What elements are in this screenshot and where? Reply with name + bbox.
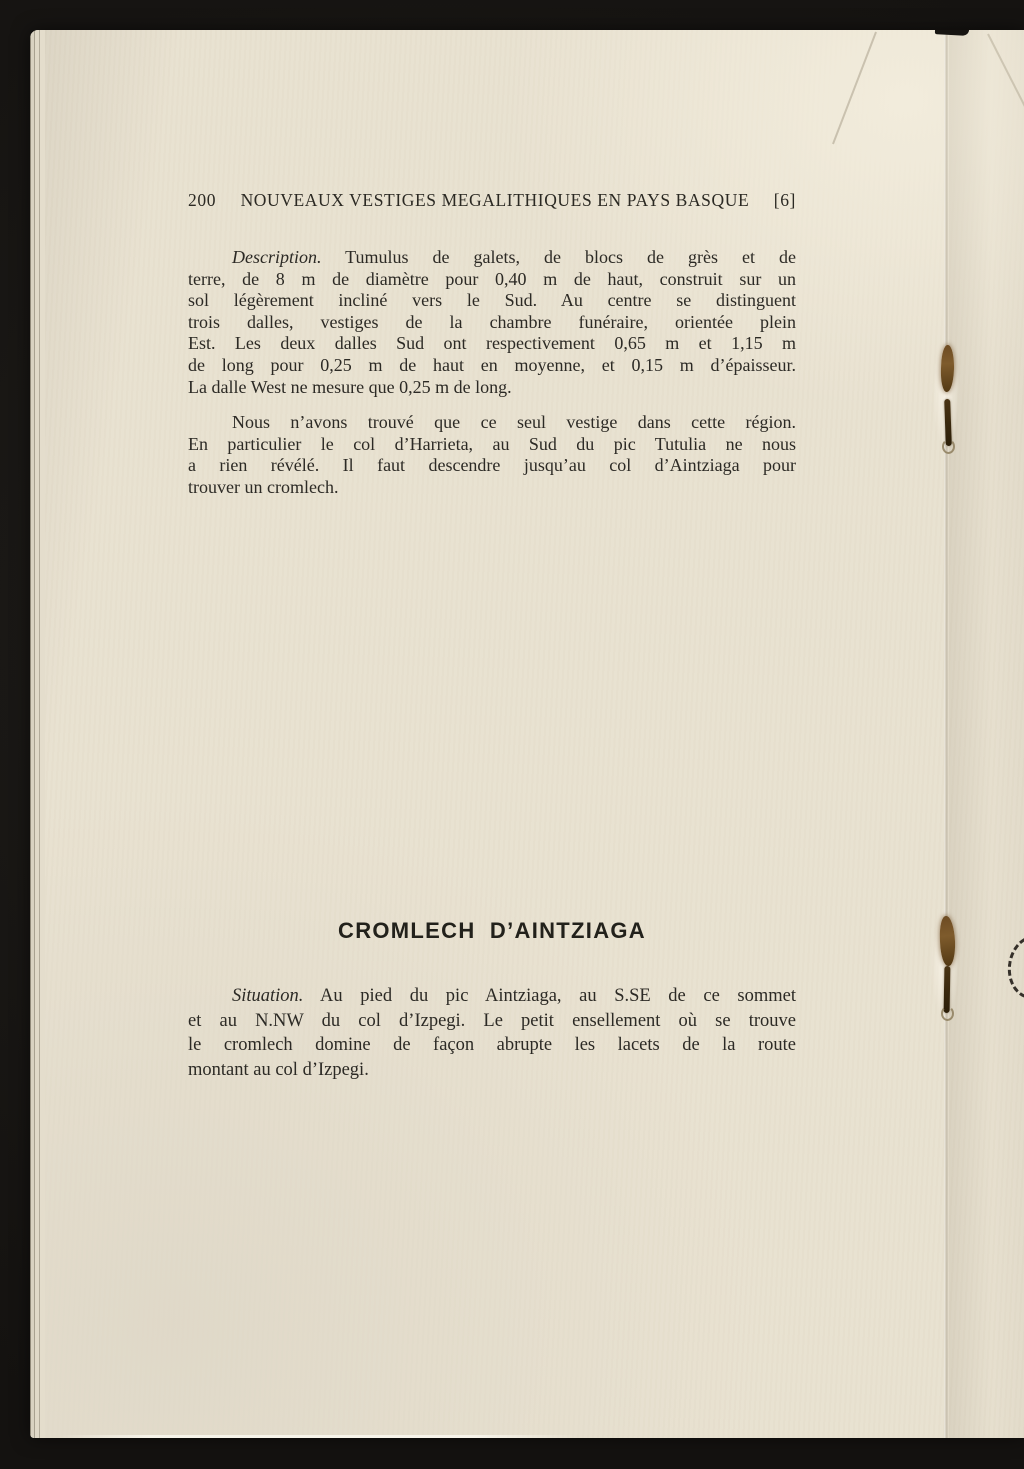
line-text: Au pied du pic Aintziaga, au S.SE de ce sommet [303, 986, 796, 1006]
text-line [188, 247, 796, 269]
text-line [188, 984, 796, 1009]
text-line: a rien révélé. Il faut descendre jusqu’au col d’Aintziaga pour [188, 455, 796, 476]
text-line: trouver un cromlech. [188, 476, 339, 497]
center-fold-crease [944, 30, 949, 1438]
corner-crease-left [832, 32, 877, 145]
section-heading: CROMLECH D’AINTZIAGA [338, 918, 646, 943]
folded-corner-notch [935, 30, 969, 36]
paragraph-situation [188, 984, 796, 1082]
running-header [188, 190, 796, 211]
page-edge-stack [30, 30, 45, 1438]
lead-word: Situation. [232, 986, 304, 1006]
staple-hook-upper [942, 439, 955, 454]
paragraph-region [188, 412, 796, 498]
text-line: Est. Les deux dalles Sud ont respectivement 0,65 m et 1,15 m [188, 333, 796, 354]
text-column [188, 30, 796, 1438]
paragraph-description [188, 247, 796, 398]
folio-marker: [6] [773, 190, 796, 210]
lead-word: Description. [232, 247, 322, 267]
fold-shadow [949, 30, 1024, 1438]
text-line: le cromlech domine de façon abrupte les lacets de la route [188, 1035, 796, 1056]
text-line: sol légèrement incliné vers le Sud. Au centre se distinguent [188, 290, 796, 311]
staple-hook-lower [941, 1006, 954, 1021]
text-line: de long pour 0,25 m de haut en moyenne, et 0,15 m d’épaisseur. [188, 354, 796, 375]
page-bottom-edge-highlight [58, 1435, 578, 1438]
text-line: Nous n’avons trouvé que ce seul vestige dans cette région. [232, 412, 796, 432]
page-number: 200 [188, 190, 217, 210]
text-line: La dalle West ne mesure que 0,25 m de long. [188, 376, 512, 397]
text-line: montant au col d’Izpegi. [188, 1059, 369, 1080]
book-page [30, 30, 1024, 1438]
text-line: En particulier le col d’Harrieta, au Sud du pic Tutulia ne nous [188, 433, 796, 454]
text-line: trois dalles, vestiges de la chambre funéraire, orientée plein [188, 311, 796, 332]
line-text: Tumulus de galets, de blocs de grès et de [321, 247, 796, 267]
text-line: terre, de 8 m de diamètre pour 0,40 m de haut, construit sur un [188, 268, 796, 289]
running-title: NOUVEAUX VESTIGES MEGALITHIQUES EN PAYS BASQUE [240, 190, 750, 210]
text-line: et au N.NW du col d’Izpegi. Le petit ensellement où se trouve [188, 1010, 796, 1031]
